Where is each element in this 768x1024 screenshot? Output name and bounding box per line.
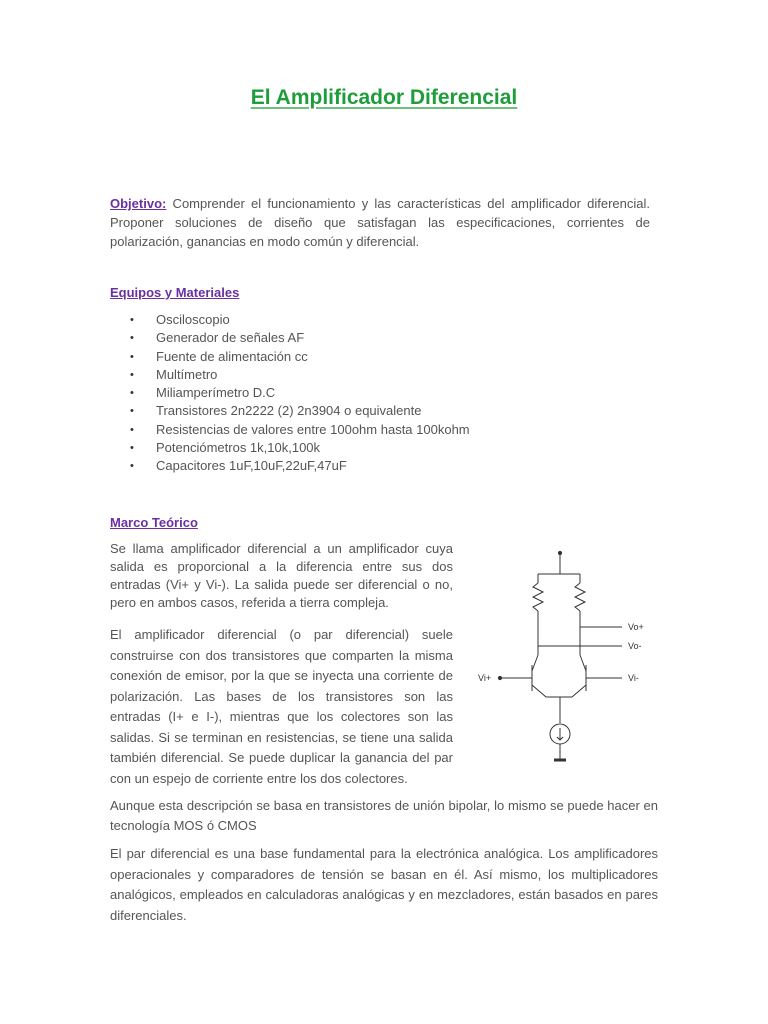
vi-minus-label: Vi-	[628, 673, 639, 683]
equipment-list	[110, 311, 470, 476]
list-item	[110, 329, 470, 347]
list-item-text: Potenciómetros 1k,10k,100k	[156, 440, 321, 456]
vi-plus-label: Vi+	[478, 673, 492, 683]
list-item-text: Generador de señales AF	[156, 330, 305, 346]
equipment-heading: Equipos y Materiales	[110, 285, 240, 300]
bullet-icon: •	[130, 332, 134, 345]
bullet-icon: •	[130, 314, 134, 326]
list-item	[110, 421, 470, 439]
bullet-icon: •	[130, 460, 134, 473]
list-item	[110, 384, 470, 402]
differential-pair-circuit-diagram	[470, 545, 660, 775]
list-item-text: Fuente de alimentación cc	[156, 348, 308, 364]
bullet-icon: •	[130, 387, 134, 400]
bullet-icon: •	[130, 368, 134, 381]
list-item-text: Miliamperímetro D.C	[156, 385, 276, 401]
vo-minus-label: Vo-	[628, 641, 642, 651]
bullet-icon: •	[130, 442, 134, 455]
theory-paragraph-2: El amplificador diferencial (o par diferencial) suele construirse con dos transistores que comparten la misma conexión de emisor, por la que se inyecta una corriente de polarización. Las bases de los transistores son las entradas (I+ e I-), mientras que los colectores son las salidas. Si se terminan en resistencias, se tiene una salida también diferencial. Se puede duplicar la ganancia del par con un espejo de corriente entre los dos colectores.	[110, 627, 453, 786]
list-item-text: Transistores 2n2222 (2) 2n3904 o equivalente	[156, 403, 422, 419]
objective-label: Objetivo:	[110, 196, 167, 211]
list-item-text: Osciloscopio	[156, 312, 230, 327]
theory-paragraph-3: Aunque esta descripción se basa en transistores de unión bipolar, lo mismo se puede hacer en tecnología MOS ó CMOS	[110, 798, 658, 833]
circuit-wires	[498, 551, 622, 760]
list-item-text: Resistencias de valores entre 100ohm hasta 100kohm	[156, 421, 470, 437]
list-item	[110, 366, 470, 384]
list-item	[110, 348, 470, 366]
list-item	[110, 311, 470, 329]
objective-paragraph	[110, 194, 650, 251]
list-item	[110, 457, 470, 475]
list-item	[110, 439, 470, 457]
list-item-text: Multímetro	[156, 366, 218, 382]
list-item-text: Capacitores 1uF,10uF,22uF,47uF	[156, 458, 347, 474]
bullet-icon: •	[130, 350, 134, 363]
list-item	[110, 402, 470, 420]
objective-text: Comprender el funcionamiento y las características del amplificador diferencial. Proponer soluciones de diseño que satisfagan las especificaciones, corrientes de polarización, ganancias en modo común y diferencial.	[110, 196, 650, 249]
bullet-icon: •	[130, 423, 134, 436]
theory-heading: Marco Teórico	[110, 515, 198, 530]
theory-paragraph-4: El par diferencial es una base fundamental para la electrónica analógica. Los amplificadores operacionales y comparadores de tensión se basan en él. Así mismo, los multiplicadores analógicos, empleados en calculadoras analógicas y en mezcladores, están basados en pares diferenciales.	[110, 846, 658, 923]
bullet-icon: •	[130, 405, 134, 418]
vo-plus-label: Vo+	[628, 622, 644, 632]
document-title: El Amplificador Diferencial	[250, 86, 518, 109]
theory-paragraph-1: Se llama amplificador diferencial a un amplificador cuya salida es proporcional a la diferencia entre sus dos entradas (Vi+ y Vi-). La salida puede ser diferencial o no, pero en ambos casos, referida a tierra compleja.	[110, 541, 453, 610]
